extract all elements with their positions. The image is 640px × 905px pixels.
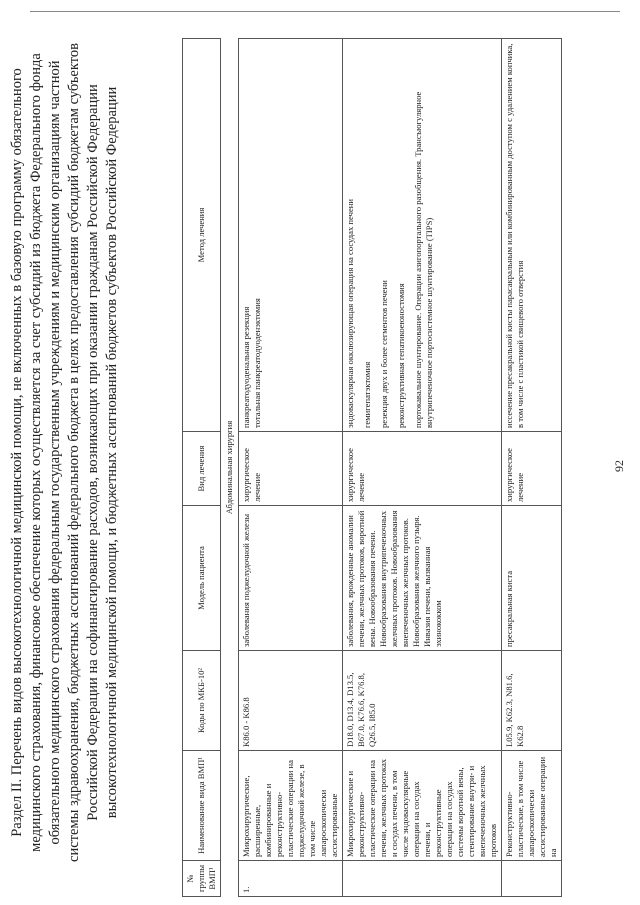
row-methods (502, 39, 562, 432)
row-methods (239, 39, 343, 432)
row-codes: L05.9, K62.3, N81.6, K62.8 (502, 651, 562, 751)
row-type: хирургическое лечение (343, 432, 502, 506)
row-name: Микрохирургические, расширенные, комбинированные и реконструктивно-пластические операции на поджелудочной железе, в том числе лапароскопически ассистированные (239, 751, 343, 861)
page-number: 92 (612, 460, 626, 472)
header-group: № группы ВМП¹ (183, 861, 221, 897)
method-item: портокавальное шунтирование. Операции азигопортального разобщения. Трансъюгулярное внутрипеченочное портосистемное шунтирование (TIPS) (413, 91, 434, 428)
table-header-row (183, 39, 221, 897)
row-name: Реконструктивно-пластические, в том числе лапароскопически ассистированные операции на (502, 751, 562, 861)
table-row (239, 39, 343, 897)
method-item: реконструктивная гепатикоеюностомия (396, 283, 406, 428)
header-type: Вид лечения (183, 432, 221, 506)
header-model: Модель пациента (183, 506, 221, 651)
method-item: гемигепатэктомия (362, 361, 372, 428)
method-item: иссечение пресакральной кисты парасакральным или комбинированным доступом с удалением копчика, в том числе с пластикой свищевого отверстия (504, 43, 525, 428)
method-item: резекция двух и более сегментов печени (379, 280, 389, 428)
header-method: Метод лечения (183, 39, 221, 432)
table-row (502, 39, 562, 897)
header-codes: Коды по МКБ-10² (183, 651, 221, 751)
row-group (343, 861, 502, 897)
row-group: 1. (239, 861, 343, 897)
row-codes: D18.0, D13.4, D13.5, B67.0, K76.6, K76.8, Q26.5, I85.0 (343, 651, 502, 751)
section-title: Абдоминальная хирургия (221, 39, 239, 897)
page-edge-line (30, 11, 620, 12)
section-row (221, 39, 239, 897)
section-heading: Раздел II. Перечень видов высокотехнологичной медицинской помощи, не включенных в базовую программу обязательного медицинского страхования, финансовое обеспечение которых осуществляется за счет субсидий из бюджета Федерального фонда обязательного медицинского страхования федеральным государственным учреждениям и медицинским организациям частной системы здравоохранения, бюджетных ассигнований федерального бюджета в целях предоставления субсидий бюджетам субъектов Российской Федерации на софинансирование расходов, возникающих при оказании гражданам Российской Федерации высокотехнологичной медицинской помощи, и бюджетных ассигнований бюджетов субъектов Российской Федерации (9, 43, 120, 862)
row-type: хирургическое лечение (239, 432, 343, 506)
row-model: заболевания поджелудочной железы (239, 506, 343, 651)
table-row (343, 39, 502, 897)
row-name: Микрохирургические и реконструктивно-пластические операции на печени, желчных протоках и сосудах печени, в том числе эндоваскулярные операции на сосудах печени, и реконструктивные операции на сосудах системы воротной вены, стентирование внутри- и внепеченочных желчных протоков (343, 751, 502, 861)
row-type: хирургическое лечение (502, 432, 562, 506)
method-item: тотальная панкреатодуоденэктомия (252, 298, 262, 428)
row-methods (343, 39, 502, 432)
row-model: заболевания, врожденные аномалии печени, желчных протоков, воротной вены. Новообразования печени. Новообразования внутрипеченочных желчных протоков. Новообразования внепеченочных желчных протоков. Новообразования желчного пузыря. Инвазия печени, вызванная эхинококком (343, 506, 502, 651)
vmp-table (182, 38, 562, 897)
row-group (502, 861, 562, 897)
row-model: пресакральная киста (502, 506, 562, 651)
header-name: Наименование вида ВМП¹ (183, 751, 221, 861)
row-codes: K86.0 - K86.8 (239, 651, 343, 751)
method-item: панкреатодуоденальная резекция (241, 306, 251, 428)
method-item: эндоваскулярная окклюзирующая операция на сосудах печени (345, 199, 355, 428)
